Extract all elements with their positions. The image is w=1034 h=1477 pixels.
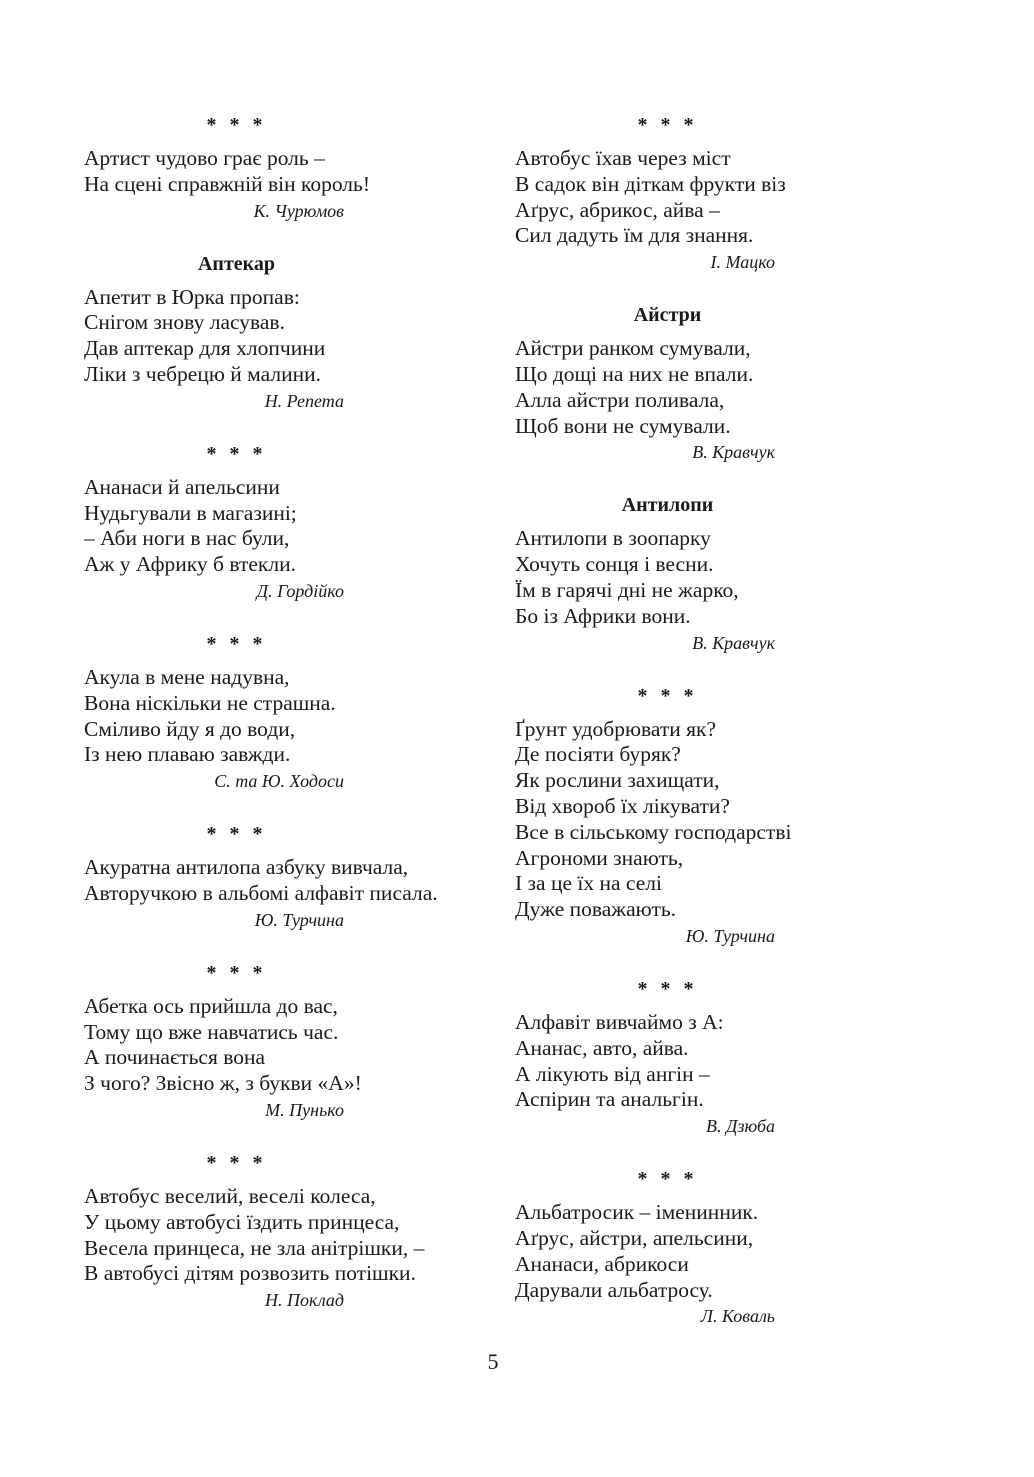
poem-line: Аґрус, абрикос, айва – (515, 197, 720, 222)
poem (84, 441, 484, 604)
poem-separator-stars: * * * (206, 114, 267, 136)
poem-line: Дуже поважають. (515, 897, 677, 922)
poem-separator-stars: * * * (206, 961, 267, 984)
poem-line: Альбатросик – іменинник. (515, 1200, 759, 1225)
heading-gap (84, 138, 484, 146)
poem-line: Алфавіт вивчаймо з А: (515, 1009, 724, 1034)
right-column (515, 112, 915, 1329)
poem-separator-stars: * * * (206, 442, 267, 465)
poem (515, 112, 915, 275)
poem-line: Алла айстри поливала, (515, 387, 725, 412)
poem-author: Ю. Турчина (685, 925, 775, 946)
poem-gap (84, 933, 484, 960)
poem-line: Вона ніскільки не страшна. (84, 690, 336, 715)
poem-author: І. Мацко (710, 252, 775, 273)
poem-line: Від хвороб їх лікувати? (515, 793, 730, 818)
heading-gap (515, 1192, 915, 1200)
poem-line: В садок він діткам фрукти віз (515, 171, 786, 196)
poem-line: Дав аптекар для хлопчини (84, 336, 326, 361)
poem-line: Акуратна антилопа азбуку вивчала, (84, 855, 409, 880)
poem-title: Антилопи (621, 494, 714, 517)
poem-line: На сцені справжній він король! (84, 171, 370, 196)
poem-separator-stars: * * * (637, 684, 698, 707)
poem-author: В. Дзюба (706, 1116, 775, 1137)
poem-line: Айстри ранком сумували, (515, 336, 751, 361)
poem-line: В автобусі дітям розвозить потішки. (84, 1261, 416, 1286)
poem-gap (84, 414, 484, 441)
heading-gap (84, 657, 484, 665)
poem-line: Що дощі на них не впали. (515, 361, 754, 386)
poem-gap (84, 604, 484, 631)
poem-line: Ананаси, абрикоси (515, 1251, 689, 1276)
heading-gap (515, 328, 915, 336)
poem-line: Із нею плаваю завжди. (84, 742, 291, 767)
poem-line: Тому що вже навчатись час. (84, 1019, 339, 1044)
poem-line: Їм в гарячі дні не жарко, (515, 577, 739, 602)
poem-line: Апетит в Юрка пропав: (84, 284, 300, 309)
poem-line: Абетка ось прийшла до вас, (84, 993, 338, 1018)
poem-line: – Аби ноги в нас були, (84, 526, 290, 551)
poem-line: Сміливо йду я до води, (84, 716, 296, 741)
poem-separator-stars: * * * (206, 823, 267, 846)
left-column (84, 112, 484, 1313)
heading-gap (515, 138, 915, 146)
poem-gap (84, 1123, 484, 1150)
page-number: 5 (487, 1349, 499, 1374)
poem-line: Аж у Африку б втекли. (84, 552, 296, 577)
poem (515, 302, 915, 465)
poem-line: Ананас, авто, айва. (515, 1035, 689, 1060)
poem-line: Автобус веселий, веселі колеса, (84, 1183, 376, 1208)
poem-line: З чого? Звісно ж, з букви «А»! (84, 1071, 362, 1096)
poem-line: Щоб вони не сумували. (515, 413, 731, 438)
poem-line: Антилопи в зоопарку (515, 526, 711, 551)
poem (84, 1150, 484, 1313)
heading-gap (515, 709, 915, 717)
poem-line: Дарували альбатросу. (515, 1277, 713, 1302)
poem-line: Снігом знову ласував. (84, 310, 285, 335)
poem (84, 251, 484, 414)
poem (515, 683, 915, 949)
poem-author: Л. Коваль (700, 1306, 775, 1327)
poem-line: Ґрунт удобрювати як? (515, 716, 717, 741)
poem-line: Хочуть сонця і весни. (515, 552, 714, 577)
poem-line: А лікують від ангін – (515, 1061, 710, 1086)
poem-line: Акула в мене надувна, (84, 664, 290, 689)
poem-line: Де посіяти буряк? (515, 742, 681, 767)
poem-line: Бо із Африки вони. (515, 603, 691, 628)
heading-gap (84, 1176, 484, 1184)
poem-line: Аспірин та анальгін. (515, 1087, 704, 1112)
heading-gap (515, 1002, 915, 1010)
poem-author: В. Кравчук (692, 442, 775, 463)
poem-line: Аґрус, айстри, апельсини, (515, 1225, 754, 1250)
poem-author: Д. Гордійко (256, 580, 344, 601)
poem-gap (515, 1139, 915, 1166)
heading-gap (84, 467, 484, 475)
poem-title: Аптекар (197, 252, 275, 275)
poem-gap (515, 949, 915, 976)
poem (84, 821, 484, 933)
poem-line: Як рослини захищати, (515, 768, 720, 793)
poem-line: Сил дадуть їм для знання. (515, 223, 754, 248)
poem-separator-stars: * * * (206, 632, 267, 655)
poem-gap (515, 465, 915, 492)
poem-line: А починається вона (84, 1045, 266, 1070)
poem (515, 1166, 915, 1329)
poem-author: К. Чурюмов (253, 200, 344, 221)
poem-line: Авторучкою в альбомі алфавіт писала. (84, 880, 438, 905)
poem (84, 631, 484, 794)
poem (515, 976, 915, 1139)
poem (84, 960, 484, 1123)
poem-line: Автобус їхав через міст (515, 146, 731, 170)
poem-author: Н. Поклад (265, 1290, 344, 1311)
poem-line: Агрономи знають, (515, 845, 684, 870)
poem-gap (515, 656, 915, 683)
poem-line: Ліки з чебрецю й малини. (84, 361, 321, 386)
poem-gap (84, 794, 484, 821)
poem-author: В. Кравчук (692, 632, 775, 653)
poem-line: У цьому автобусі їздить принцеса, (84, 1209, 400, 1234)
poem-separator-stars: * * * (637, 114, 698, 136)
heading-gap (515, 518, 915, 526)
heading-gap (84, 847, 484, 855)
poem-author: Ю. Турчина (254, 909, 344, 930)
poem-gap (84, 224, 484, 251)
poem-line: Нудьгували в магазині; (84, 500, 297, 525)
heading-gap (84, 986, 484, 994)
poem-author: С. та Ю. Ходоси (214, 771, 344, 792)
poem-line: Весела принцеса, не зла анітрішки, – (84, 1235, 425, 1260)
poem (515, 492, 915, 655)
poem-separator-stars: * * * (206, 1151, 267, 1174)
poem-gap (515, 275, 915, 302)
poem-title: Айстри (633, 304, 702, 327)
poem (84, 112, 484, 224)
poem-author: М. Пунько (265, 1099, 344, 1120)
poem-separator-stars: * * * (637, 977, 698, 1000)
heading-gap (84, 277, 484, 285)
poem-line: Все в сільському господарстві (515, 819, 792, 844)
poem-author: Н. Репета (264, 390, 344, 411)
poem-line: І за це їх на селі (515, 871, 662, 896)
poem-separator-stars: * * * (637, 1168, 698, 1191)
poem-line: Артист чудово грає роль – (84, 146, 325, 170)
poem-line: Ананаси й апельсини (84, 474, 280, 499)
